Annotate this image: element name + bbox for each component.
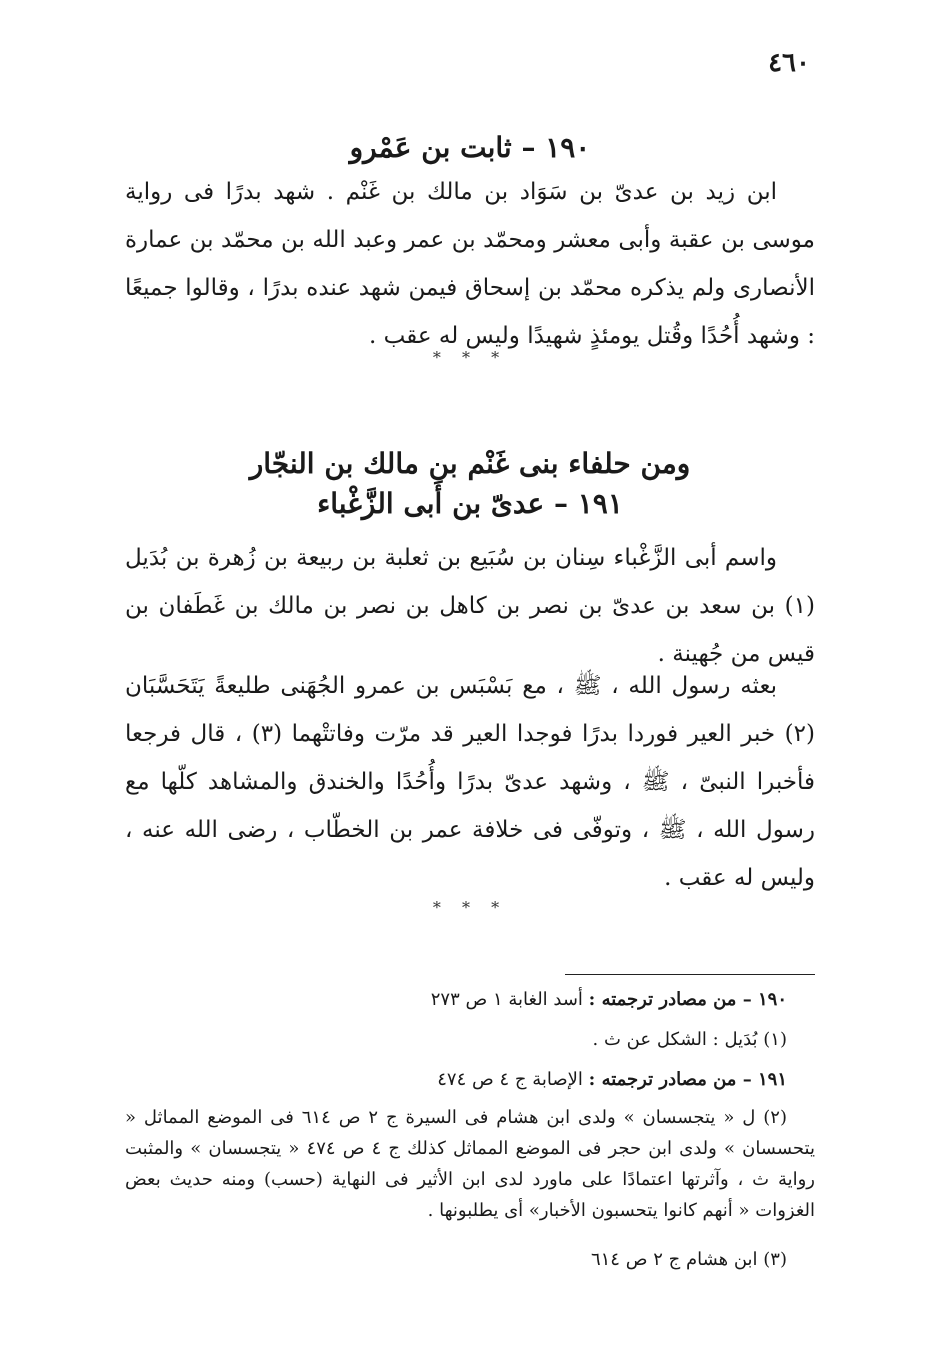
source-note-190 xyxy=(125,984,815,1015)
page-number: ٤٦٠ xyxy=(768,48,810,78)
section-separator: * * * xyxy=(432,898,508,917)
source-note-text: أسد الغابة ١ ص ٢٧٣ xyxy=(430,989,589,1010)
footnote-divider xyxy=(565,974,815,975)
section-separator: * * * xyxy=(432,348,508,367)
footnote-3: (٣) ابن هشام ج ٢ ص ٦١٤ xyxy=(590,1249,787,1270)
source-note-label: ١٩٠ – من مصادر ترجمته : xyxy=(588,989,787,1010)
entry-191-paragraph-2: بعثه رسول الله ، ﷺ ، مع بَسْبَس بن عمرو الجُهَنى طليعةً يَتَحَسَّبَان (٢) خبر العير فوردا بدرًا فوجدا العير قد مرّت وفاتتْهما (٣) ، قال فرجعا فأخبرا النبىّ ، ﷺ ، وشهد عدىّ بدرًا وأُحُدًا والخندق والمشاهد كلّها مع رسول الله ، ﷺ ، وتوفّى فى خلافة عمر بن الخطّاب ، رضى الله عنه ، وليس له عقب . xyxy=(125,673,815,891)
entry-191-heading: ١٩١ – عدىّ بن أَبى الزَّغْباء xyxy=(317,487,623,520)
entry-190-heading: ١٩٠ – ثابت بن عَمْرو xyxy=(349,131,591,164)
source-note-191 xyxy=(125,1064,815,1095)
section-heading: ومن حلفاء بنى غَنْم بن مالك بن النجّار xyxy=(249,447,691,480)
entry-190-body: ابن زيد بن عدىّ بن سَوَاد بن مالك بن غَنْم . شهد بدرًا فى رواية موسى بن عقبة وأبى معشر ومحمّد بن عمر وعبد الله بن محمّد بن عمارة الأنصارى ولم يذكره محمّد بن إسحاق فيمن شهد عنده بدرًا ، وقالوا جميعًا : وشهد أُحُدًا وقُتل يومئذٍ شهيدًا وليس له عقب . xyxy=(125,179,815,349)
footnote-2: (٢) ل « يتجسسان » ولدى ابن هشام فى السيرة ج ٢ ص ٦١٤ فى الموضع المماثل « يتحسسان » ولدى ابن حجر فى الموضع المماثل كذلك ج ٤ ص ٤٧٤ « يتجسسان » والمثبت رواية ث ، وآثرتها اعتمادًا على ماورد لدى ابن الأثير فى النهاية (حسب) ومنه حديث بعض الغزوات « أنهم كانوا يتحسبون الأخبار» أى يطلبونها . xyxy=(125,1107,815,1221)
source-note-text: الإصابة ج ٤ ص ٤٧٤ xyxy=(437,1069,589,1090)
source-note-label: ١٩١ – من مصادر ترجمته : xyxy=(588,1069,787,1090)
footnote-1: (١) بُدَيل : الشكل عن ث . xyxy=(592,1029,787,1050)
entry-191-paragraph-1: واسم أبى الزَّغْباء سِنان بن سُبَيع بن ثعلبة بن ربيعة بن زُهرة بن بُدَيل (١) بن سعد بن عدىّ بن نصر بن كاهل بن نصر بن مالك بن غَطَفان بن قيس من جُهينة . xyxy=(125,545,815,667)
